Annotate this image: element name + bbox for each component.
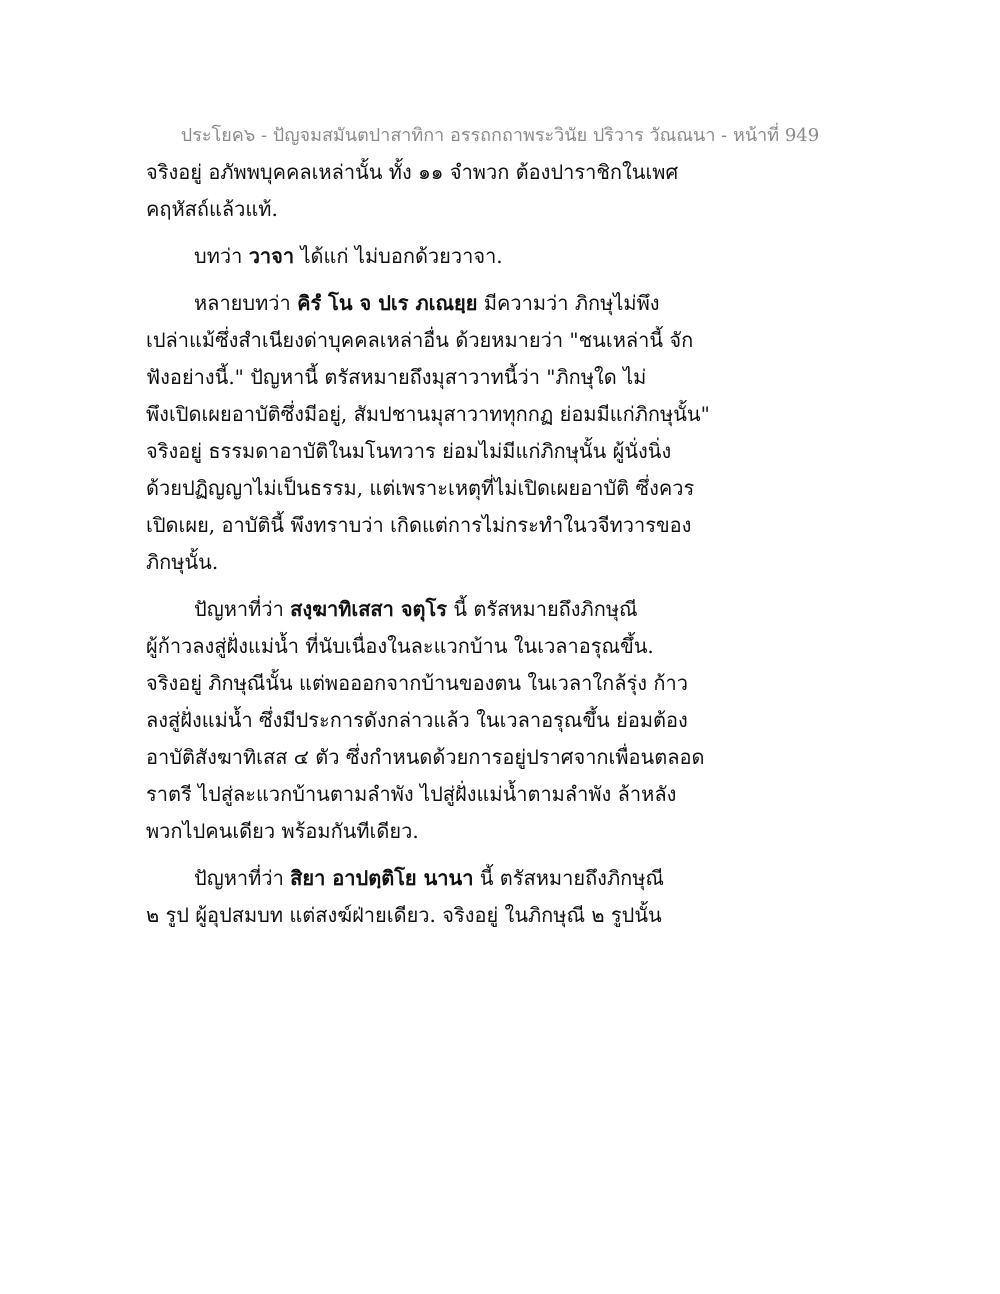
text-line [146, 322, 866, 359]
text-line [146, 470, 866, 507]
running-header: ประโยค๖ - ปัญจมสมันตปาสาทิกา อรรถกถาพระวินัย ปริวาร วัณณนา - หน้าที่ 949 [180, 125, 820, 146]
text-span: ด้วยปฏิญญาไม่เป็นธรรม, แต่เพราะเหตุที่ไม่เปิดเผยอาบัติ ซึ่งควร [146, 476, 695, 500]
text-line [146, 359, 866, 396]
text-span: นี้ ตรัสหมายถึงภิกษุณี [473, 866, 664, 890]
text-span: จริงอยู่ อภัพพบุคคลเหล่านั้น ทั้ง ๑๑ จำพวก ต้องปาราชิกในเพศ [146, 160, 679, 184]
text-span: ภิกษุนั้น. [146, 550, 219, 574]
pali-term: สิยา อาปตฺติโย นานา [290, 866, 474, 890]
pali-term: คิรํ โน จ ปเร ภเณยฺย [297, 291, 478, 315]
text-span: อาบัติสังฆาทิเสส ๔ ตัว ซึ่งกำหนดด้วยการอยู่ปราศจากเพื่อนตลอด [146, 745, 705, 769]
text-line [146, 191, 866, 228]
text-span: บทว่า [194, 244, 249, 268]
text-span: พวกไปคนเดียว พร้อมกันทีเดียว. [146, 819, 419, 843]
text-span: เปิดเผย, อาบัตินี้ พึงทราบว่า เกิดแต่การไม่กระทำในวจีทวารของ [146, 513, 692, 537]
text-span: ผู้ก้าวลงสู่ฝั่งแม่น้ำ ที่นับเนื่องในละแวกบ้าน ในเวลาอรุณขึ้น. [146, 634, 654, 658]
text-span: จริงอยู่ ภิกษุณีนั้น แต่พอออกจากบ้านของตน ในเวลาใกล้รุ่ง ก้าว [146, 671, 688, 695]
paragraph-start [146, 238, 866, 275]
text-span: ๒ รูป ผู้อุปสมบท แต่สงฆ์ฝ่ายเดียว. จริงอยู่ ในภิกษุณี ๒ รูปนั้น [146, 903, 662, 927]
text-span: ปัญหาที่ว่า [194, 597, 291, 621]
text-span: ได้แก่ ไม่บอกด้วยวาจา. [294, 244, 503, 268]
text-span: ลงสู่ฝั่งแม่น้ำ ซึ่งมีประการดังกล่าวแล้ว ในเวลาอรุณขึ้น ย่อมต้อง [146, 708, 688, 732]
text-line [146, 665, 866, 702]
paragraph-start [146, 591, 866, 628]
text-span: นี้ ตรัสหมายถึงภิกษุณี [447, 597, 638, 621]
text-line [146, 813, 866, 850]
text-line [146, 433, 866, 470]
text-span: พึงเปิดเผยอาบัติซึ่งมีอยู่, สัมปชานมุสาวาททุกกฏ ย่อมมีแก่ภิกษุนั้น" [146, 402, 710, 426]
paragraph-start [146, 860, 866, 897]
text-line [146, 544, 866, 581]
text-line [146, 897, 866, 934]
text-span: ราตรี ไปสู่ละแวกบ้านตามลำพัง ไปสู่ฝั่งแม่น้ำตามลำพัง ล้าหลัง [146, 782, 677, 806]
paragraph-start [146, 285, 866, 322]
text-line [146, 628, 866, 665]
text-line [146, 396, 866, 433]
text-line [146, 702, 866, 739]
text-span: หลายบทว่า [194, 291, 298, 315]
text-line [146, 776, 866, 813]
text-line [146, 154, 866, 191]
text-line [146, 507, 866, 544]
text-line [146, 739, 866, 776]
text-span: คฤหัสถ์แล้วแท้. [146, 197, 278, 221]
body-text [146, 154, 866, 934]
text-span: เปล่าแม้ซึ่งสำเนียงด่าบุคคลเหล่าอื่น ด้วยหมายว่า "ชนเหล่านี้ จัก [146, 328, 694, 352]
pali-term: วาจา [248, 244, 295, 268]
text-span: มีความว่า ภิกษุไม่พึง [477, 291, 660, 315]
pali-term: สงฺฆาทิเสสา จตุโร [290, 597, 448, 621]
text-span: ฟังอย่างนี้." ปัญหานี้ ตรัสหมายถึงมุสาวาทนี้ว่า "ภิกษุใด ไม่ [146, 365, 647, 389]
text-span: ปัญหาที่ว่า [194, 866, 291, 890]
text-span: จริงอยู่ ธรรมดาอาบัติในมโนทวาร ย่อมไม่มีแก่ภิกษุนั้น ผู้นั่งนิ่ง [146, 439, 672, 463]
